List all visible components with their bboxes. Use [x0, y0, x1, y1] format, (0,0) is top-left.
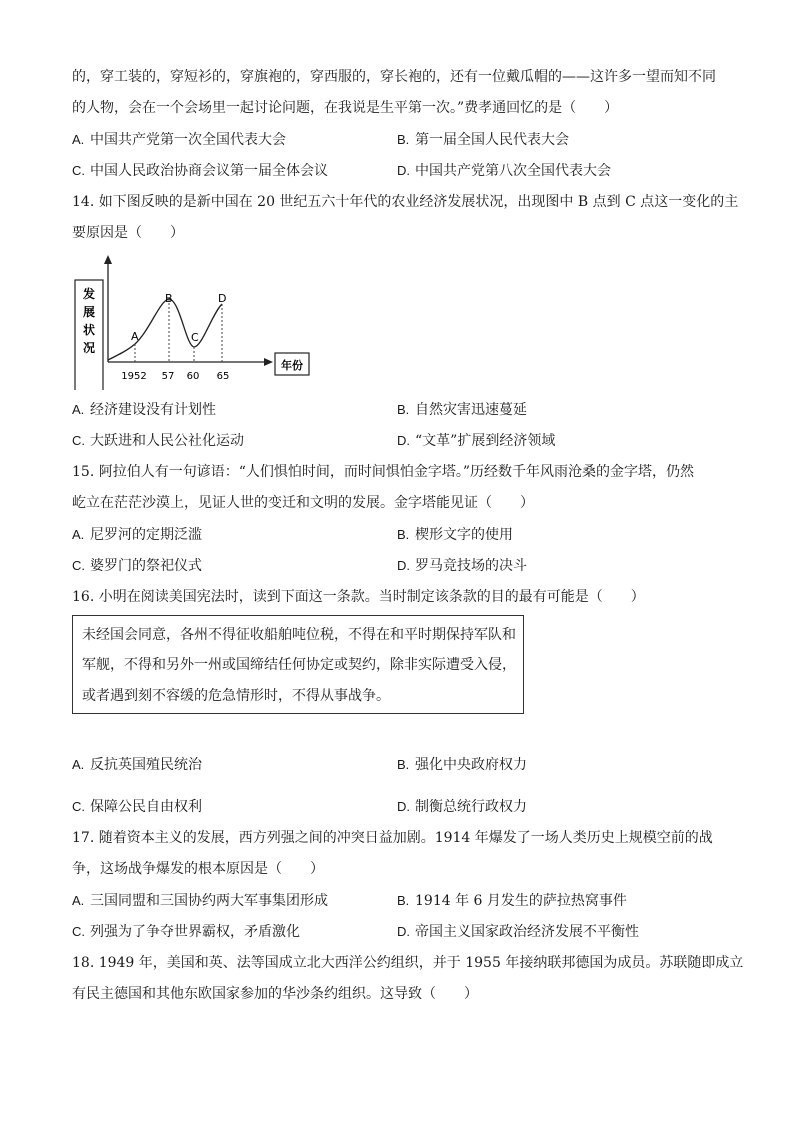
option-label: A. — [72, 757, 85, 772]
q16-option-d[interactable] — [397, 798, 527, 816]
q13-option-b[interactable] — [397, 131, 569, 149]
q14-stem-line-2: 要原因是（ ） — [72, 225, 184, 241]
option-text: 中国人民政治协商会议第一届全体会议 — [90, 163, 328, 179]
ylabel-char-4: 况 — [82, 341, 96, 355]
x-tick-57: 57 — [161, 371, 175, 382]
point-label-a: A — [131, 330, 139, 343]
development-curve — [108, 299, 222, 360]
x-tick-65: 65 — [216, 371, 230, 382]
option-text: 第一届全国人民代表大会 — [415, 132, 569, 148]
q17-option-a[interactable] — [72, 892, 328, 910]
x-axis-arrow — [264, 358, 273, 366]
q14-stem-line-1: 14. 如下图反映的是新中国在 20 世纪五六十年代的农业经济发展状况，出现图中 B 点到 C 点这一变化的主 — [72, 194, 739, 210]
option-label: A. — [72, 527, 85, 542]
option-label: D. — [397, 924, 410, 939]
q14-option-b[interactable] — [397, 401, 527, 419]
option-text: 自然灾害迅速蔓延 — [415, 402, 527, 418]
q16-stem-line-1: 16. 小明在阅读美国宪法时，读到下面这一条款。当时制定该条款的目的最有可能是（ ） — [72, 589, 645, 605]
q15-option-a[interactable] — [72, 526, 202, 544]
q18-stem-line-1: 18. 1949 年，美国和英、法等国成立北大西洋公约组织，并于 1955 年接纳联邦德国为成员。苏联随即成立 — [72, 955, 744, 971]
option-text: 强化中央政府权力 — [415, 757, 527, 773]
q15-option-d[interactable] — [397, 557, 527, 575]
option-label: A. — [72, 132, 85, 147]
q16-option-b[interactable] — [397, 756, 527, 774]
option-label: D. — [397, 799, 410, 814]
q13-option-d[interactable] — [397, 162, 611, 180]
q17-stem-line-2: 争，这场战争爆发的根本原因是（ ） — [72, 861, 324, 877]
option-text: 经济建设没有计划性 — [90, 402, 216, 418]
x-tick-1952: 1952 — [121, 371, 147, 382]
q15-option-c[interactable] — [72, 557, 202, 575]
point-label-c: C — [191, 331, 199, 344]
q15-option-b[interactable] — [397, 526, 513, 544]
option-text: 大跃进和人民公社化运动 — [90, 433, 244, 449]
option-label: C. — [72, 799, 85, 814]
option-label: C. — [72, 558, 85, 573]
q17-option-c[interactable] — [72, 923, 300, 941]
option-label: D. — [397, 558, 410, 573]
option-text: 中国共产党第八次全国代表大会 — [415, 163, 611, 179]
option-text: 三国同盟和三国协约两大军事集团形成 — [90, 893, 328, 909]
option-text: 婆罗门的祭祀仪式 — [90, 558, 202, 574]
option-label: B. — [397, 893, 410, 908]
option-label: A. — [72, 402, 85, 417]
option-text: 帝国主义国家政治经济发展不平衡性 — [415, 924, 639, 940]
option-label: C. — [72, 163, 85, 178]
x-tick-60: 60 — [186, 371, 200, 382]
point-label-d: D — [218, 292, 227, 305]
option-text: 列强为了争夺世界霸权，矛盾激化 — [90, 924, 300, 940]
option-text: 罗马竞技场的决斗 — [415, 558, 527, 574]
point-label-b: B — [165, 292, 173, 305]
ylabel-char-1: 发 — [82, 287, 96, 301]
option-label: A. — [72, 893, 85, 908]
q13-option-a[interactable] — [72, 131, 286, 149]
q15-stem-line-2: 屹立在茫茫沙漠上，见证人世的变迁和文明的发展。金字塔能见证（ ） — [72, 495, 534, 511]
option-text: “文革”扩展到经济领域 — [415, 433, 556, 449]
option-label: B. — [397, 402, 410, 417]
quote-line-1: 未经国会同意，各州不得征收船舶吨位税，不得在和平时期保持军队和 — [82, 627, 516, 643]
agriculture-development-chart — [72, 250, 317, 390]
option-text: 尼罗河的定期泛滥 — [90, 527, 202, 543]
ylabel-char-3: 状 — [82, 323, 96, 337]
option-text: 中国共产党第一次全国代表大会 — [90, 132, 286, 148]
q13-stem-line-2: 的人物，会在一个会场里一起讨论问题，在我说是生平第一次。”费孝通回忆的是（ ） — [72, 100, 619, 116]
q13-stem-line-1: 的，穿工装的，穿短衫的，穿旗袍的，穿西服的，穿长袍的，还有一位戴瓜帽的——这许多一望而知不同 — [72, 69, 716, 85]
q13-option-c[interactable] — [72, 162, 328, 180]
q17-stem-line-1: 17. 随着资本主义的发展，西方列强之间的冲突日益加剧。1914 年爆发了一场人类历史上规模空前的战 — [72, 830, 713, 846]
constitution-quote-box — [72, 615, 524, 714]
option-text: 反抗英国殖民统治 — [90, 757, 202, 773]
q15-stem-line-1: 15. 阿拉伯人有一句谚语：“人们惧怕时间，而时间惧怕金字塔。”历经数千年风雨沧桑的金字塔，仍然 — [72, 464, 695, 480]
option-label: C. — [72, 433, 85, 448]
option-label: D. — [397, 163, 410, 178]
option-text: 1914 年 6 月发生的萨拉热窝事件 — [415, 893, 627, 909]
option-label: B. — [397, 132, 410, 147]
option-label: B. — [397, 757, 410, 772]
option-text: 楔形文字的使用 — [415, 527, 513, 543]
option-text: 制衡总统行政权力 — [415, 799, 527, 815]
option-label: C. — [72, 924, 85, 939]
option-label: B. — [397, 527, 410, 542]
q14-option-a[interactable] — [72, 401, 216, 419]
q16-option-c[interactable] — [72, 798, 202, 816]
xlabel: 年份 — [281, 359, 303, 372]
q14-option-c[interactable] — [72, 432, 244, 450]
q17-option-d[interactable] — [397, 923, 639, 941]
q18-stem-line-2: 有民主德国和其他东欧国家参加的华沙条约组织。这导致（ ） — [72, 986, 478, 1002]
option-label: D. — [397, 433, 410, 448]
ylabel-char-2: 展 — [82, 305, 96, 319]
quote-line-3: 或者遇到刻不容缓的危急情形时，不得从事战争。 — [82, 688, 390, 704]
quote-line-2: 军舰，不得和另外一州或国缔结任何协定或契约，除非实际遭受入侵， — [82, 657, 516, 673]
y-axis-arrow — [104, 255, 112, 264]
q14-option-d[interactable] — [397, 432, 555, 450]
q16-option-a[interactable] — [72, 756, 202, 774]
option-text: 保障公民自由权利 — [90, 799, 202, 815]
q17-option-b[interactable] — [397, 892, 627, 910]
